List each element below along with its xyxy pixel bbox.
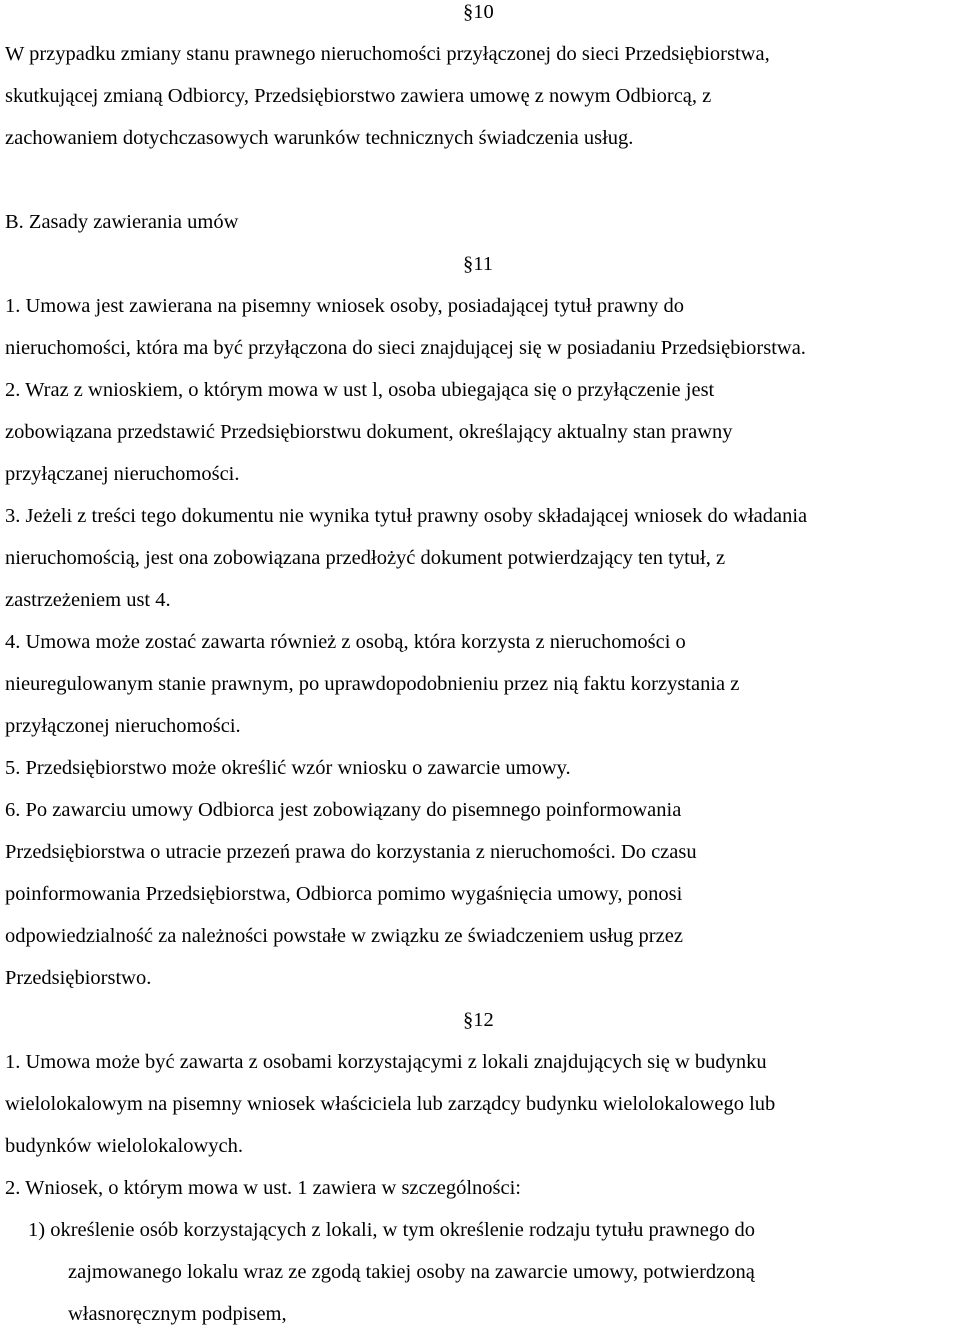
list-item-line: 4. Umowa może zostać zawarta również z osobą, która korzysta z nieruchomości o [5, 631, 686, 653]
paragraph-line: skutkującej zmianą Odbiorcy, Przedsiębiorstwo zawiera umowę z nowym Odbiorcą, z [5, 85, 712, 107]
list-item-line: nieuregulowanym stanie prawnym, po uprawdopodobnieniu przez nią faktu korzystania z [5, 673, 740, 695]
list-item-line: 3. Jeżeli z treści tego dokumentu nie wynika tytuł prawny osoby składającej wniosek do władania [5, 505, 808, 527]
list-item-line: 1. Umowa może być zawarta z osobami korzystającymi z lokali znajdujących się w budynku [5, 1051, 767, 1073]
list-item-line: nieruchomością, jest ona zobowiązana przedłożyć dokument potwierdzający ten tytuł, z [5, 547, 726, 569]
list-item-line: 6. Po zawarciu umowy Odbiorca jest zobowiązany do pisemnego poinformowania [5, 799, 682, 821]
section-heading-12: §12 [463, 1009, 494, 1031]
list-item-line: 2. Wraz z wnioskiem, o którym mowa w ust l, osoba ubiegająca się o przyłączenie jest [5, 379, 715, 401]
section-heading-11: §11 [463, 253, 493, 275]
list-item-line: 2. Wniosek, o którym mowa w ust. 1 zawiera w szczególności: [5, 1177, 521, 1199]
list-item-line: Przedsiębiorstwa o utracie przezeń prawa do korzystania z nieruchomości. Do czasu [5, 841, 697, 863]
list-item-line: przyłączanej nieruchomości. [5, 463, 240, 485]
list-item-line: 1. Umowa jest zawierana na pisemny wniosek osoby, posiadającej tytuł prawny do [5, 295, 684, 317]
list-item-line: odpowiedzialność za należności powstałe w związku ze świadczeniem usług przez [5, 925, 683, 947]
list-item-line: 5. Przedsiębiorstwo może określić wzór wniosku o zawarcie umowy. [5, 757, 571, 779]
list-item-line: nieruchomości, która ma być przyłączona do sieci znajdującej się w posiadaniu Przedsiębiorstwa. [5, 337, 806, 359]
list-item-line: budynków wielolokalowych. [5, 1135, 243, 1157]
list-item-line: przyłączonej nieruchomości. [5, 715, 241, 737]
paragraph-line: W przypadku zmiany stanu prawnego nieruchomości przyłączonej do sieci Przedsiębiorstwa, [5, 43, 770, 65]
sub-list-item-line: zajmowanego lokalu wraz ze zgodą takiej osoby na zawarcie umowy, potwierdzoną [68, 1261, 755, 1283]
list-item-line: Przedsiębiorstwo. [5, 967, 152, 989]
list-item-line: zastrzeżeniem ust 4. [5, 589, 171, 611]
sub-list-item-line: własnoręcznym podpisem, [68, 1303, 287, 1325]
sub-list-item-line: 1) określenie osób korzystających z lokali, w tym określenie rodzaju tytułu prawnego do [28, 1219, 755, 1241]
list-item-line: wielolokalowym na pisemny wniosek właściciela lub zarządcy budynku wielolokalowego lub [5, 1093, 776, 1115]
list-item-line: zobowiązana przedstawić Przedsiębiorstwu dokument, określający aktualny stan prawny [5, 421, 733, 443]
chapter-heading: B. Zasady zawierania umów [5, 211, 239, 233]
section-heading-10: §10 [463, 1, 494, 23]
list-item-line: poinformowania Przedsiębiorstwa, Odbiorca pomimo wygaśnięcia umowy, ponosi [5, 883, 683, 905]
paragraph-line: zachowaniem dotychczasowych warunków technicznych świadczenia usług. [5, 127, 634, 149]
